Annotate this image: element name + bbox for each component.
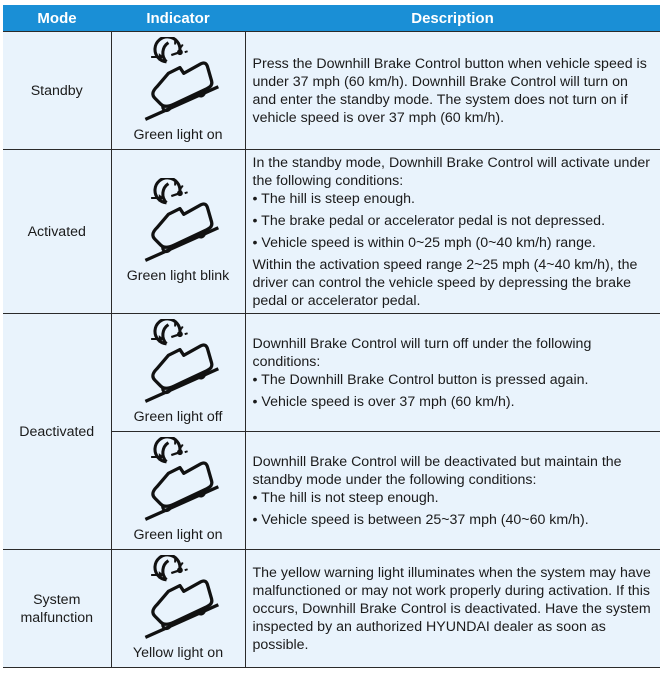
- mode-cell: Activated: [3, 150, 111, 314]
- table-row-activated: [3, 150, 660, 314]
- downhill-brake-control-icon: [130, 178, 226, 266]
- indicator-label: Green light on: [133, 527, 223, 543]
- description-intro: In the standby mode, Downhill Brake Control will activate under the following conditions:: [252, 154, 650, 189]
- bullet-item: • The Downhill Brake Control button is pressed again.: [252, 371, 589, 388]
- description-text: Press the Downhill Brake Control button when vehicle speed is under 37 mph (60 km/h). Downhill Brake Control will turn on and enter the standby mode. The system does not turn on if vehicle speed is over 37 mph (60 km/h).: [252, 55, 647, 126]
- indicator-label: Yellow light on: [132, 645, 224, 661]
- bullet-item: • The hill is steep enough.: [252, 190, 415, 207]
- description-text: The yellow warning light illuminates when the system may have malfunctioned or may not work properly during activation. If this occurs, Downhill Brake Control is deactivated. Have the system inspected by an authorized HYUNDAI dealer as soon as possible.: [252, 564, 651, 653]
- header-mode: Mode: [3, 5, 111, 32]
- bullet-item: • The hill is not steep enough.: [252, 489, 439, 506]
- table-row-malfunction: [3, 550, 660, 668]
- bullet-item: • Vehicle speed is between 25~37 mph (40~60 km/h).: [252, 511, 589, 528]
- indicator-label: Green light off: [133, 409, 223, 425]
- downhill-brake-control-icon: [130, 319, 226, 407]
- indicator-cell: [111, 550, 245, 668]
- description-intro: Downhill Brake Control will turn off under the following conditions:: [252, 335, 592, 370]
- mode-cell: Deactivated: [3, 314, 111, 550]
- description-cell: [245, 550, 660, 668]
- mode-line: System: [33, 591, 81, 608]
- description-cell: [245, 150, 660, 314]
- downhill-brake-control-icon: [130, 555, 226, 643]
- mode-cell: [3, 550, 111, 668]
- description-cell: [245, 32, 660, 150]
- header-row: [3, 5, 660, 32]
- indicator-label: Green light blink: [126, 268, 230, 284]
- bullet-item: • Vehicle speed is within 0~25 mph (0~40 km/h) range.: [252, 234, 596, 251]
- bullet-item: • Vehicle speed is over 37 mph (60 km/h).: [252, 393, 515, 410]
- indicator-cell: [111, 32, 245, 150]
- indicator-cell: [111, 150, 245, 314]
- description-cell: [245, 432, 660, 550]
- header-description: Description: [245, 5, 660, 32]
- indicator-label: Green light on: [133, 127, 223, 143]
- indicator-cell: [111, 314, 245, 432]
- description-intro: Downhill Brake Control will be deactivated but maintain the standby mode under the following conditions:: [252, 453, 622, 488]
- description-outro: Within the activation speed range 2~25 mph (4~40 km/h), the driver can control the vehicle speed by depressing the brake pedal or accelerator pedal.: [252, 256, 638, 309]
- downhill-brake-control-icon: [130, 37, 226, 125]
- bullet-item: • The brake pedal or accelerator pedal is not depressed.: [252, 212, 606, 229]
- mode-line: malfunction: [20, 609, 94, 626]
- table-row-standby: [3, 32, 660, 150]
- indicator-cell: [111, 432, 245, 550]
- table-row-deactivated: [3, 314, 660, 432]
- header-indicator: Indicator: [111, 5, 245, 32]
- mode-cell: Standby: [3, 32, 111, 150]
- downhill-brake-control-table: [3, 5, 660, 668]
- downhill-brake-control-icon: [130, 437, 226, 525]
- description-cell: [245, 314, 660, 432]
